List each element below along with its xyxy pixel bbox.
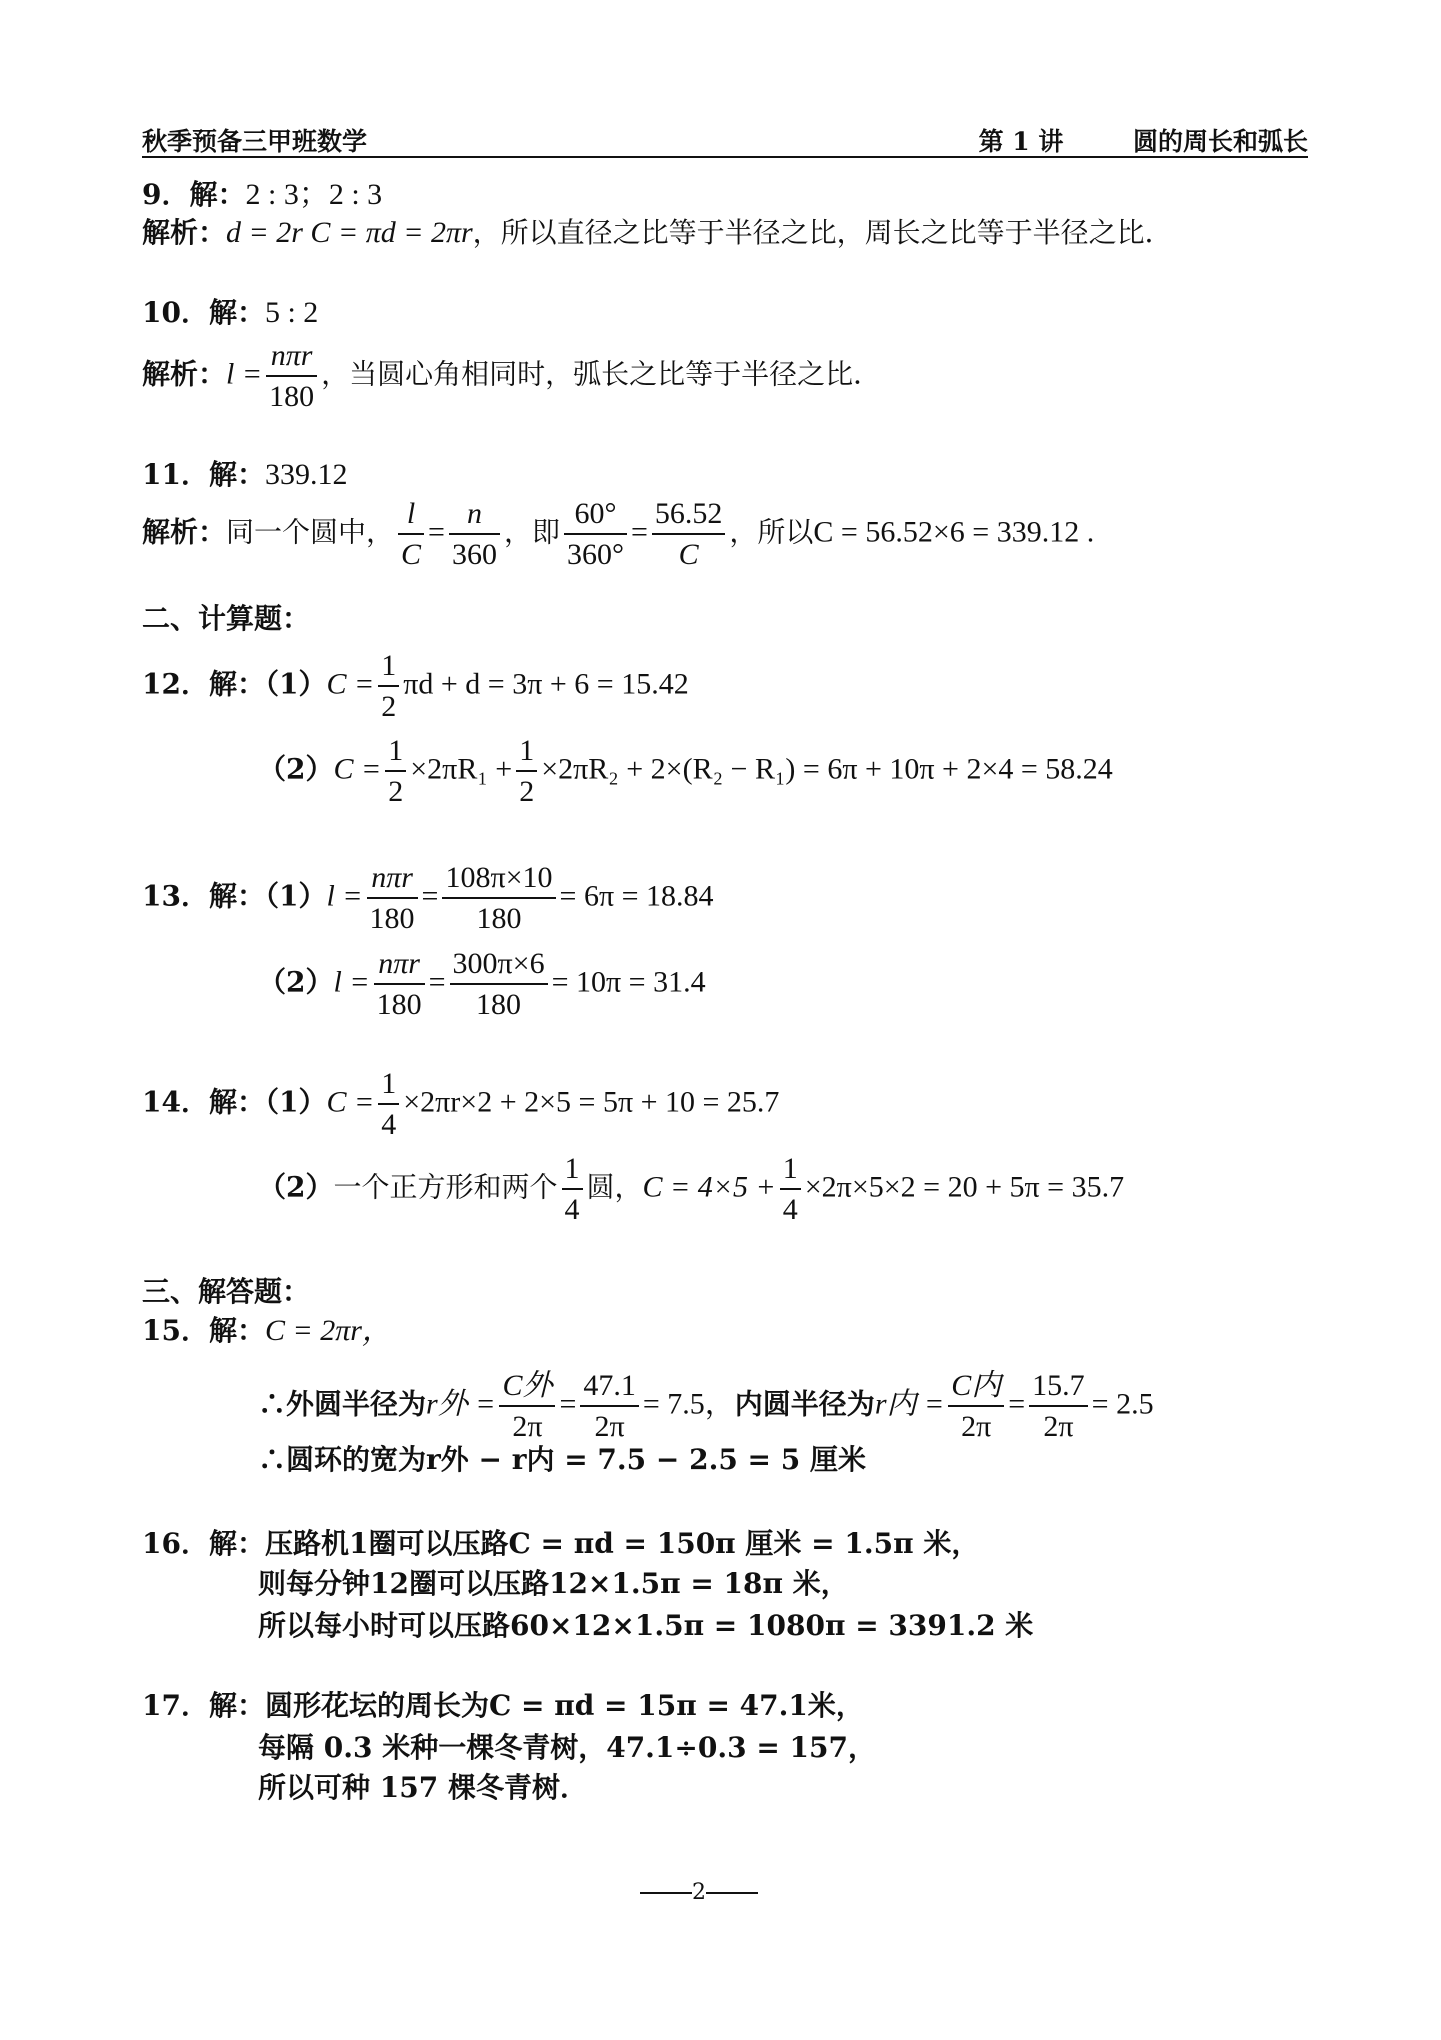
q15-inner-radius-label: 内圆半径为 [734, 1387, 875, 1421]
q11-text3: ，所以 [729, 515, 814, 549]
q15-r1: = 7.5， [642, 1387, 735, 1421]
q11-f2-num: n [449, 498, 500, 535]
q12-p2-frac1-num: 1 [385, 735, 406, 772]
q10-analysis-label: 解析： [142, 357, 227, 391]
q15-f1-num: C外 [499, 1370, 555, 1407]
q14-p2-frac2-num: 1 [780, 1153, 801, 1190]
q14-label: 14．解： [142, 1085, 265, 1119]
q13-label: 13．解： [142, 879, 265, 913]
q15-f2-den: 2π [594, 1409, 625, 1443]
page-header [142, 120, 1308, 158]
q14-p1-lhs: C = [326, 1085, 375, 1119]
q15-r2: = 2.5 [1091, 1387, 1154, 1421]
q9-analysis-line [142, 218, 1173, 248]
q15-fraction-1 [499, 1370, 555, 1442]
q15-r-out: r外 = [426, 1387, 496, 1421]
q9-answer-line [142, 180, 382, 210]
q9-label: 9．解： [142, 178, 246, 211]
q13-p1-f2-num: 108π×10 [442, 862, 555, 899]
q14-p2-text1: 一个正方形和两个 [333, 1170, 558, 1204]
q11-answer: 339.12 [264, 458, 348, 491]
q14-p2-text2: 圆， [586, 1170, 643, 1204]
q15-line-3: ∴圆环的宽为r外 − r内 = 7.5 − 2.5 = 5 厘米 [258, 1443, 866, 1476]
q11-fraction-1 [398, 498, 424, 570]
q13-p2-f2-den: 180 [476, 987, 522, 1021]
q13-p2-f1-num: nπr [374, 948, 425, 985]
q13-p1-f2-den: 180 [476, 901, 522, 935]
q13-p1-label: （1） [264, 879, 327, 913]
q14-p2-label: （2） [258, 1170, 334, 1204]
q11-f3-den: 360° [566, 537, 624, 571]
q12-part2-line [258, 735, 1113, 807]
q17-line-2: 每隔 0.3 米种一棵冬青树，47.1÷0.3 = 157， [258, 1731, 876, 1764]
q11-f4-den: C [678, 537, 699, 571]
q14-part2-line [258, 1153, 1124, 1225]
q12-p2-frac1-den: 2 [388, 774, 404, 808]
q14-p1-fraction [378, 1068, 399, 1140]
q11-f2-den: 360 [451, 537, 497, 571]
q11-fraction-3 [564, 498, 627, 570]
q13-p1-lhs: l = [326, 879, 363, 913]
q13-part1-line: 13．解：（1）l = $\frac{\text{nπr}}{180}$ = $\frac{108\pi\times 10}{180}$ = 6π = 18.84 [142, 861, 714, 935]
q14-part1-line [142, 1068, 779, 1140]
q13-p2-rhs: = 10π = 31.4 [551, 965, 706, 999]
q11-f1-den: C [401, 537, 422, 571]
q10-lhs: l = [226, 357, 263, 391]
q12-p1-rhs: πd + d = 3π + 6 = 15.42 [403, 667, 689, 701]
q15-outer-radius-label: ∴外圆半径为 [258, 1387, 427, 1421]
q10-frac-numerator: nπr [266, 340, 317, 377]
q10-answer-line [142, 298, 318, 328]
q10-answer: 5 : 2 [264, 296, 319, 329]
q13-p1-rhs: = 6π = 18.84 [559, 879, 714, 913]
q12-p1-frac-den: 2 [381, 689, 397, 723]
q10-analysis-text: ，当圆心角相同时，弧长之比等于半径之比． [321, 357, 882, 391]
q14-p1-frac-num: 1 [378, 1068, 399, 1105]
q12-p2-fraction-1 [385, 735, 406, 807]
q17-line-1 [142, 1689, 864, 1722]
q13-p2-f2-num: 300π×6 [450, 948, 548, 985]
page-number: 2 [692, 1880, 706, 1905]
q9-analysis-text: ，所以直径之比等于半径之比，周长之比等于半径之比． [472, 216, 1173, 249]
q12-part1-line [142, 650, 689, 722]
q14-p2-rhs: ×2π×5×2 = 20 + 5π = 35.7 [804, 1170, 1125, 1204]
q15-label: 15．解： [142, 1314, 265, 1347]
q11-analysis-line [142, 498, 1094, 570]
q12-p2-mid: ×2πR₁ + [410, 752, 513, 786]
q14-p1-label: （1） [264, 1085, 327, 1119]
q15-r-in: r内 = [874, 1387, 945, 1421]
q15-line-2: ∴外圆半径为r外 = $\frac{\text{C外}}{2\pi}$ = $\frac{47.1}{2\pi}$ = 7.5，内圆半径为r内 = $\frac{\text{C内}}{2\pi}$ = $\frac{15.7}{2\pi}$ = 2.5 [258, 1369, 1154, 1443]
q10-fraction [266, 340, 317, 412]
q11-equals-2: = [630, 515, 648, 549]
q16-text-1: 压路机1圈可以压路C = πd = 150π 厘米 = 1.5π 米， [264, 1527, 980, 1560]
q17-line-3: 所以可种 157 棵冬青树． [258, 1771, 588, 1804]
q15-f3-num: C内 [948, 1370, 1004, 1407]
q9-answer: 2 : 3；2 : 3 [245, 178, 383, 211]
q14-p2-lhs: C = 4×5 + [642, 1170, 776, 1204]
q12-p1-lhs: C = [326, 667, 375, 701]
q15-fraction-2 [580, 1370, 639, 1442]
q11-result: C = 56.52×6 = 339.12 . [813, 515, 1095, 549]
q11-f1-num: l [398, 498, 424, 535]
q11-text2: ，即 [503, 515, 560, 549]
q16-line-1 [142, 1527, 980, 1560]
footer-dash-right [706, 1892, 758, 1894]
q15-f4-den: 2π [1043, 1409, 1074, 1443]
q12-p2-lhs: C = [333, 752, 382, 786]
q15-formula: C = 2πr， [264, 1314, 392, 1347]
q13-p1-f1-den: 180 [369, 901, 415, 935]
section-3-heading: 三、解答题： [142, 1275, 311, 1308]
q12-p1-label: （1） [264, 667, 327, 701]
q14-p1-frac-den: 4 [381, 1107, 397, 1141]
header-lesson-title: 第 1 讲 圆的周长和弧长 [978, 127, 1308, 156]
q15-line-1 [142, 1316, 392, 1346]
q17-label: 17．解： [142, 1689, 265, 1722]
q12-p2-fraction-2 [516, 735, 537, 807]
q11-fraction-2 [449, 498, 500, 570]
q16-label: 16．解： [142, 1527, 265, 1560]
q11-label: 11．解： [142, 458, 265, 491]
q12-p1-fraction [378, 650, 399, 722]
q14-p1-rhs: ×2πr×2 + 2×5 = 5π + 10 = 25.7 [403, 1085, 780, 1119]
header-course-title: 秋季预备三甲班数学 [142, 127, 368, 156]
q10-analysis-line [142, 340, 881, 412]
q15-fraction-4 [1029, 1370, 1088, 1442]
footer-dash-left [640, 1892, 692, 1894]
q15-f4-num: 15.7 [1029, 1370, 1088, 1407]
q14-p2-frac1-den: 4 [564, 1192, 580, 1226]
q13-p2-lhs: l = [333, 965, 370, 999]
q11-fraction-4 [652, 498, 726, 570]
q16-line-3: 所以每小时可以压路60×12×1.5π = 1080π = 3391.2 米 [258, 1609, 1034, 1642]
q11-f4-num: 56.52 [652, 498, 726, 535]
q15-f1-den: 2π [512, 1409, 543, 1443]
q14-p2-frac1-num: 1 [562, 1153, 583, 1190]
q13-p2-f1-den: 180 [376, 987, 422, 1021]
q15-fraction-3 [948, 1370, 1004, 1442]
q12-p2-frac2-den: 2 [519, 774, 535, 808]
q13-p2-label: （2） [258, 965, 334, 999]
q12-label: 12．解： [142, 667, 265, 701]
section-2-heading: 二、计算题： [142, 602, 311, 635]
q13-p1-fraction-2 [442, 862, 555, 934]
q17-text-1: 圆形花坛的周长为C = πd = 15π = 47.1米， [264, 1689, 864, 1722]
q11-analysis-label: 解析： [142, 515, 227, 549]
page-footer [640, 1880, 758, 1905]
q11-f3-num: 60° [564, 498, 627, 535]
q13-p2-fraction-2 [450, 948, 548, 1020]
q10-frac-denominator: 180 [269, 379, 315, 413]
q14-p2-frac2-den: 4 [782, 1192, 798, 1226]
q11-answer-line [142, 460, 347, 490]
q13-p1-f1-num: nπr [367, 862, 418, 899]
q16-line-2: 则每分钟12圈可以压路12×1.5π = 18π 米， [258, 1567, 849, 1600]
q14-p2-fraction-1 [562, 1153, 583, 1225]
q12-p2-frac2-num: 1 [516, 735, 537, 772]
q12-p2-label: （2） [258, 752, 334, 786]
q15-f3-den: 2π [961, 1409, 992, 1443]
q13-p2-fraction-1 [374, 948, 425, 1020]
q10-label: 10．解： [142, 296, 265, 329]
q9-formula: d = 2r C = πd = 2πr [226, 216, 473, 249]
q15-f2-num: 47.1 [580, 1370, 639, 1407]
q11-equals-1: = [428, 515, 445, 549]
q9-analysis-label: 解析： [142, 216, 227, 249]
q11-text1: 同一个圆中， [226, 515, 395, 549]
q14-p2-fraction-2 [780, 1153, 801, 1225]
q13-part2-line: （2）l = $\frac{\text{nπr}}{180}$ = $\frac{300\pi\times 6}{180}$ = 10π = 31.4 [258, 947, 706, 1021]
q12-p1-frac-num: 1 [378, 650, 399, 687]
q13-p1-fraction-1 [367, 862, 418, 934]
q12-p2-rhs: ×2πR₂ + 2×(R₂ − R₁) = 6π + 10π + 2×4 = 58.24 [541, 752, 1113, 786]
